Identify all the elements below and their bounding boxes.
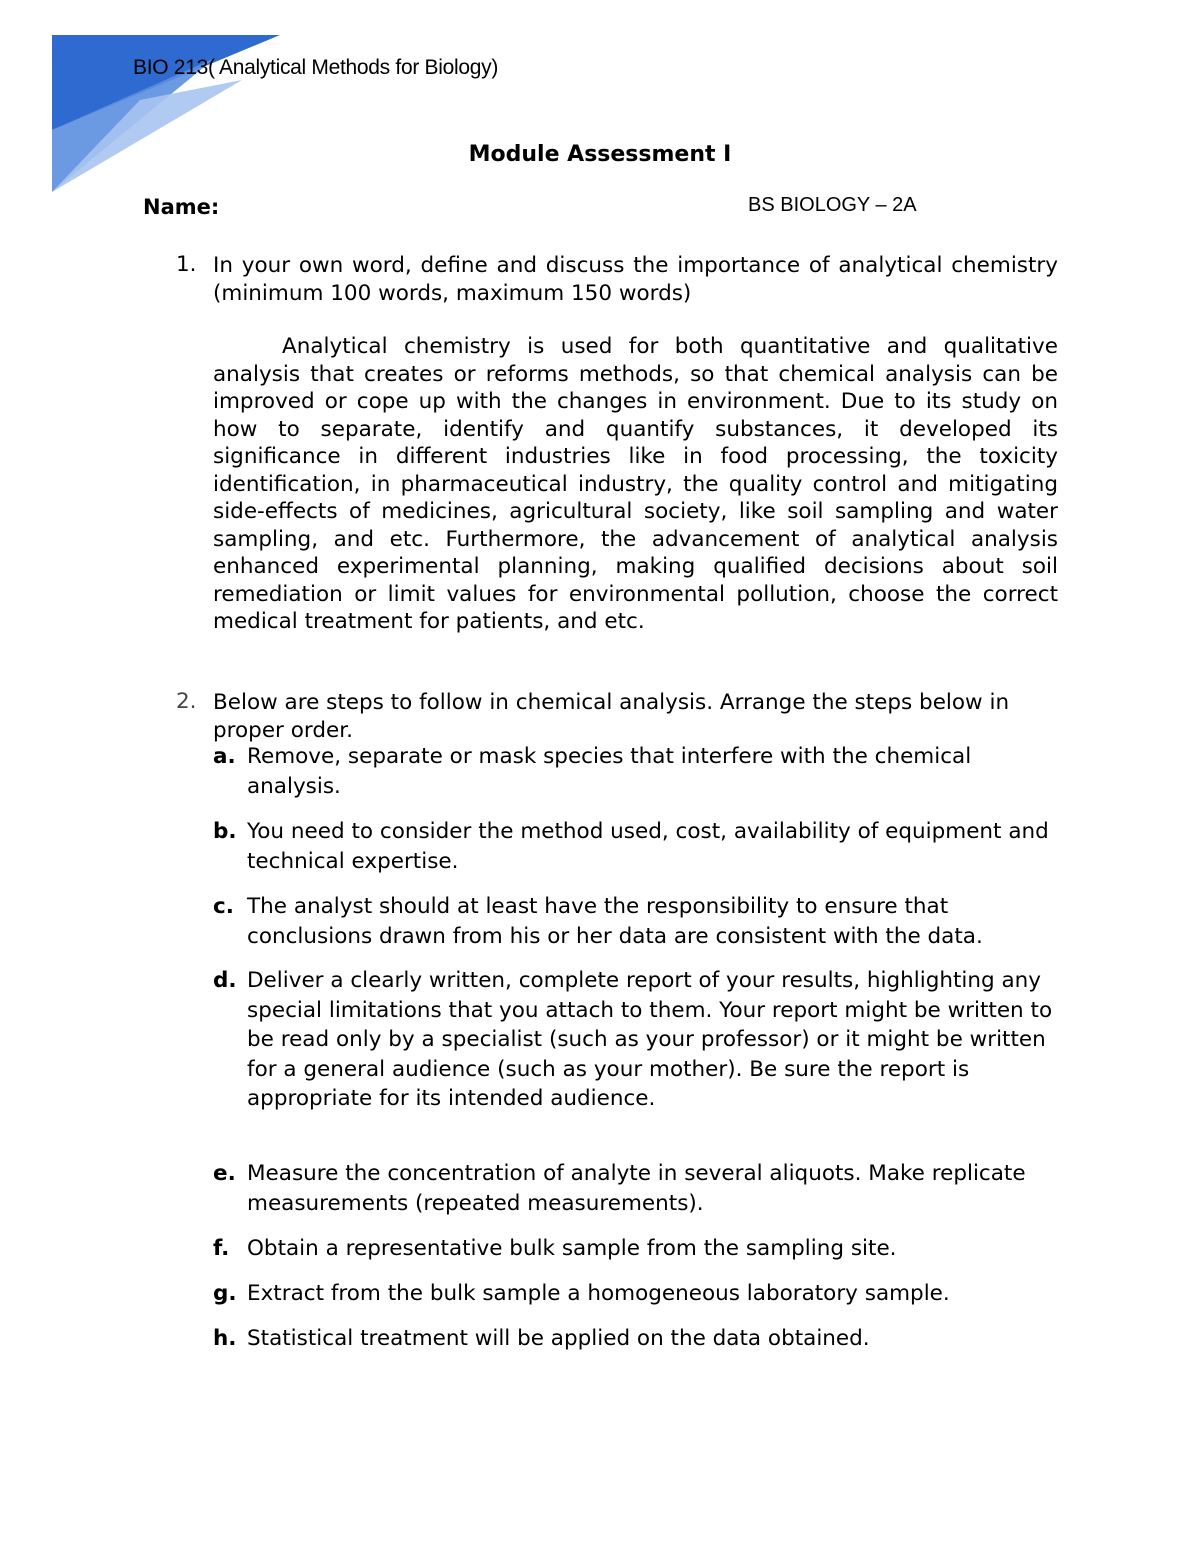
section-label: BS BIOLOGY – 2A	[748, 194, 917, 216]
name-label: Name:	[143, 195, 220, 219]
step-letter: g.	[213, 1281, 237, 1306]
step-text: The analyst should at least have the responsibility to ensure that conclusions drawn from his or her data are consistent with the data.	[247, 894, 983, 949]
step-d	[213, 966, 1063, 1114]
step-b	[213, 817, 1063, 876]
step-letter: e.	[213, 1161, 236, 1186]
step-text: Deliver a clearly written, complete report of your results, highlighting any special limitations that you attach to them. Your report might be written to be read only by a specialist (such as your professor) or it might be written for a general audience (such as your mother). Be sure the report is appropriate for its intended audience.	[247, 968, 1053, 1111]
step-h	[213, 1324, 1063, 1354]
step-a	[213, 742, 1063, 801]
step-letter: f.	[213, 1236, 230, 1261]
question-2-text: Below are steps to follow in chemical analysis. Arrange the steps below in proper order.	[213, 690, 1010, 743]
step-text: You need to consider the method used, cost, availability of equipment and technical expertise.	[247, 819, 1049, 874]
question-1-answer: Analytical chemistry is used for both quantitative and qualitative analysis that creates or reforms methods, so that chemical analysis can be improved or cope up with the changes in environment. Due to its study on how to separate, identify and quantify substances, it developed its significance in different industries like in food processing, the toxicity identification, in pharmaceutical industry, the quality control and mitigating side-effects of medicines, agricultural society, like soil sampling and water sampling, and etc. Furthermore, the advancement of analytical analysis enhanced experimental planning, making qualified decisions about soil remediation or limit values for environmental pollution, choose the correct medical treatment for patients, and etc.	[213, 334, 1058, 634]
step-text: Measure the concentration of analyte in several aliquots. Make replicate measurements (repeated measurements).	[247, 1161, 1026, 1216]
question-1-number: 1.	[176, 252, 197, 277]
step-text: Remove, separate or mask species that interfere with the chemical analysis.	[247, 744, 972, 799]
step-letter: b.	[213, 819, 237, 844]
step-c	[213, 892, 1063, 951]
step-letter: a.	[213, 744, 236, 769]
step-g	[213, 1279, 1063, 1309]
step-text: Statistical treatment will be applied on the data obtained.	[247, 1326, 870, 1351]
step-f	[213, 1234, 1063, 1264]
course-title: BIO 213( Analytical Methods for Biology)	[133, 56, 499, 79]
step-letter: d.	[213, 968, 237, 993]
question-1-text: In your own word, define and discuss the importance of analytical chemistry (minimum 100 words, maximum 150 words)	[213, 253, 1058, 306]
step-text: Extract from the bulk sample a homogeneous laboratory sample.	[247, 1281, 950, 1306]
page-title: Module Assessment I	[468, 142, 732, 167]
header-corner-decoration	[0, 0, 300, 210]
step-text: Obtain a representative bulk sample from the sampling site.	[247, 1236, 897, 1261]
step-e	[213, 1159, 1063, 1218]
step-letter: c.	[213, 894, 234, 919]
step-letter: h.	[213, 1326, 237, 1351]
question-2-number: 2.	[176, 689, 197, 714]
